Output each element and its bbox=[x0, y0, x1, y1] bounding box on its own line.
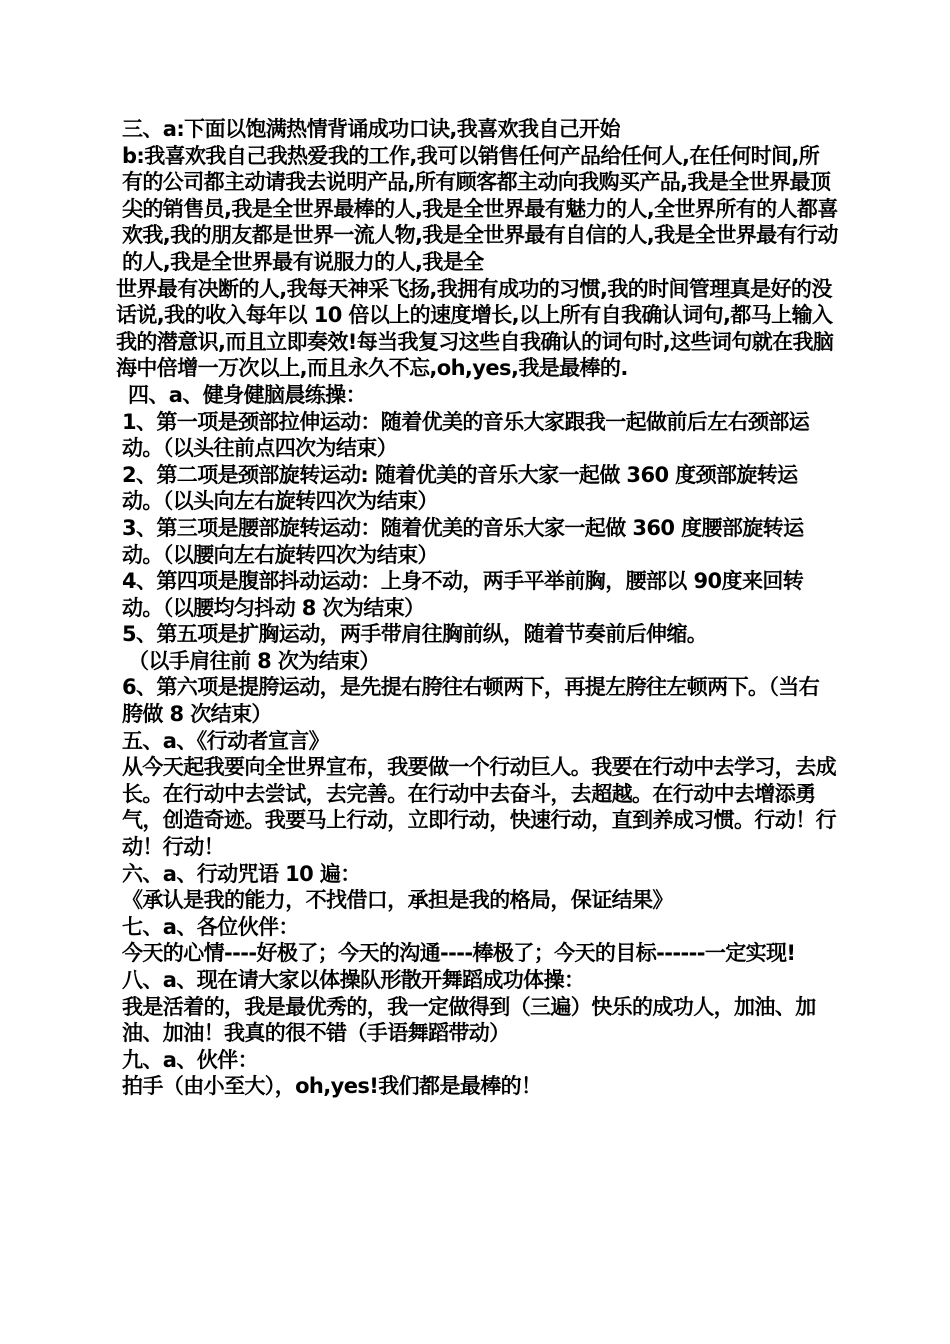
paragraph-action-manifesto: 从今天起我要向全世界宣布，我要做一个行动巨人。我要在行动中去学习，去成长。在行动中去尝试，去完善。在行动中去奋斗，去超越。在行动中去增添勇气，创造奇迹。我要马上行动，立即行动，快速行动，直到养成习惯。行动！行动！行动！ bbox=[122, 755, 836, 860]
paragraph-section-8-heading: 八、a、现在请大家以体操队形散开舞蹈成功体操： bbox=[122, 968, 585, 992]
paragraph-exercise-4: 4、第四项是腹部抖动运动：上身不动，两手平举前胸，腰部以 90度来回转动。（以腰均匀抖动 8 次为结束） bbox=[122, 569, 804, 620]
paragraph-daily-cheer: 今天的心情----好极了；今天的沟通----棒极了；今天的目标------一定实现! bbox=[122, 941, 796, 966]
paragraph-section-6-heading: 六、a、行动咒语 10 遍： bbox=[122, 861, 361, 886]
paragraph-affirmation-part-2: 世界最有决断的人,我每天神采飞扬,我拥有成功的习惯,我的时间管理真是好的没话说,我的收入每年以 10 倍以上的速度增长,以上所有自我确认词句,都马上输入我的潜意识,而且立即奏效!每当我复习这些自我确认的词句时,这些词句就在我脑海中倍增一万次以上,而且永久不忘,oh,yes,我是最棒的. bbox=[116, 276, 834, 381]
paragraph-section-7-heading: 七、a、各位伙伴： bbox=[122, 914, 299, 939]
paragraph-success-dance: 我是活着的，我是最优秀的，我一定做得到（三遍）快乐的成功人，加油、加油、加油！我真的很不错（手语舞蹈带动） bbox=[122, 994, 816, 1046]
paragraph-section-4-heading: 四、a、健身健脑晨练操： bbox=[128, 382, 366, 407]
paragraph-section-3-heading: 三、a:下面以饱满热情背诵成功口诀,我喜欢我自己开始 bbox=[122, 117, 620, 141]
document-body bbox=[116, 116, 838, 1100]
paragraph-action-mantra: 《承认是我的能力，不找借口，承担是我的格局，保证结果》 bbox=[122, 888, 673, 913]
paragraph-exercise-3: 3、第三项是腰部旋转运动：随着优美的音乐大家一起做 360 度腰部旋转运动。（以腰向左右旋转四次为结束） bbox=[122, 515, 804, 567]
paragraph-exercise-6: 6、第六项是提胯运动，是先提右胯往右顿两下，再提左胯往左顿两下。（当右胯做 8 次结束） bbox=[122, 675, 820, 727]
paragraph-section-9-heading: 九、a、伙伴： bbox=[122, 1047, 258, 1072]
paragraph-section-5-heading: 五、a、《行动者宣言》 bbox=[122, 728, 330, 753]
paragraph-exercise-5: 5、第五项是扩胸运动，两手带肩往胸前纵，随着节奏前后伸缩。 bbox=[122, 622, 708, 647]
paragraph-exercise-2: 2、第二项是颈部旋转运动: 随着优美的音乐大家一起做 360 度颈部旋转运动。（以头向左右旋转四次为结束） bbox=[122, 462, 798, 514]
paragraph-exercise-1: 1、第一项是颈部拉伸运动：随着优美的音乐大家跟我一起做前后左右颈部运动。（以头往前点四次为结束） bbox=[122, 409, 810, 461]
paragraph-exercise-5-note: （以手肩往前 8 次为结束） bbox=[128, 648, 380, 673]
paragraph-affirmation-part-1: b:我喜欢我自己我热爱我的工作,我可以销售任何产品给任何人,在任何时间,所有的公司都主动请我去说明产品,所有顾客都主动向我购买产品,我是全世界最顶尖的销售员,我是全世界最棒的人,我是全世界最有魅力的人,全世界所有的人都喜欢我,我的朋友都是世界一流人物,我是全世界最有自信的人,我是全世界最有行动的人,我是全世界最有说服力的人,我是全 bbox=[122, 143, 838, 274]
paragraph-closing-clap: 拍手（由小至大），oh,yes!我们都是最棒的！ bbox=[122, 1074, 542, 1099]
